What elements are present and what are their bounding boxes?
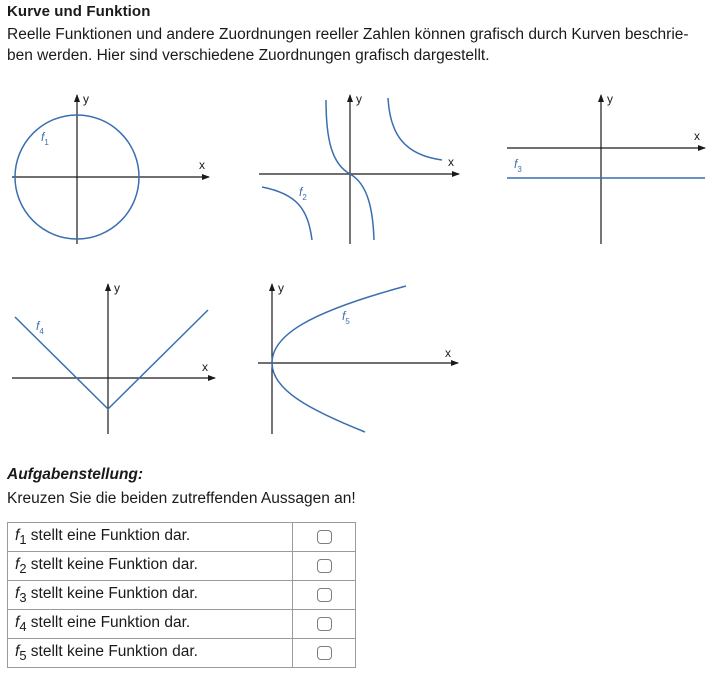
answer-row-2: [8, 552, 356, 581]
intro-line-1: Reelle Funktionen und andere Zuordnungen reeller Zahlen können grafisch durch Kurven beschrie-: [7, 26, 689, 43]
statement-4: $f_4$ stellt eine Funktion dar.: [8, 610, 293, 639]
x-axis-label: x: [202, 360, 208, 374]
graph-f4: [12, 281, 215, 434]
label-f5: $f_5$: [342, 309, 350, 326]
task-instruction: Kreuzen Sie die beiden zutreffenden Aussagen an!: [7, 490, 356, 507]
label-f4: $f_4$: [36, 319, 44, 336]
y-axis-label: y: [83, 92, 89, 106]
label-f2: $f_2$: [299, 185, 307, 202]
checkbox-cell-5[interactable]: [293, 639, 356, 668]
y-axis-label: y: [114, 281, 120, 295]
checkbox-cell-4[interactable]: [293, 610, 356, 639]
answer-row-3: [8, 581, 356, 610]
label-f3: $f_3$: [514, 157, 522, 174]
answer-table: [7, 522, 356, 668]
x-axis-label: x: [448, 155, 454, 169]
graph-f5: [258, 281, 458, 434]
task-heading: Aufgabenstellung:: [7, 466, 144, 483]
y-axis-label: y: [607, 92, 613, 106]
checkbox-5[interactable]: [317, 646, 332, 660]
task-title: Kurve und Funktion: [7, 3, 151, 20]
checkbox-cell-2[interactable]: [293, 552, 356, 581]
checkbox-cell-1[interactable]: [293, 523, 356, 552]
x-axis-label: x: [694, 129, 700, 143]
statement-5: $f_5$ stellt keine Funktion dar.: [8, 639, 293, 668]
label-f1: $f_1$: [41, 130, 49, 147]
y-axis-label: y: [278, 281, 284, 295]
checkbox-3[interactable]: [317, 588, 332, 602]
checkbox-4[interactable]: [317, 617, 332, 631]
graph-f2: [259, 92, 459, 244]
curve-f5: [272, 286, 406, 432]
answer-row-4: [8, 610, 356, 639]
checkbox-cell-3[interactable]: [293, 581, 356, 610]
x-axis-label: x: [199, 158, 205, 172]
curve-f2-upper: [388, 98, 442, 160]
answer-row-5: [8, 639, 356, 668]
curve-f4: [15, 310, 208, 409]
answer-row-1: [8, 523, 356, 552]
checkbox-2[interactable]: [317, 559, 332, 573]
y-axis-label: y: [356, 92, 362, 106]
graph-f3: [507, 92, 705, 244]
x-axis-label: x: [445, 346, 451, 360]
graph-f1: [12, 92, 209, 244]
intro-line-2: ben werden. Hier sind verschiedene Zuordnungen grafisch dargestellt.: [7, 47, 490, 64]
checkbox-1[interactable]: [317, 530, 332, 544]
statement-2: $f_2$ stellt keine Funktion dar.: [8, 552, 293, 581]
statement-3: $f_3$ stellt keine Funktion dar.: [8, 581, 293, 610]
statement-1: $f_1$ stellt eine Funktion dar.: [8, 523, 293, 552]
